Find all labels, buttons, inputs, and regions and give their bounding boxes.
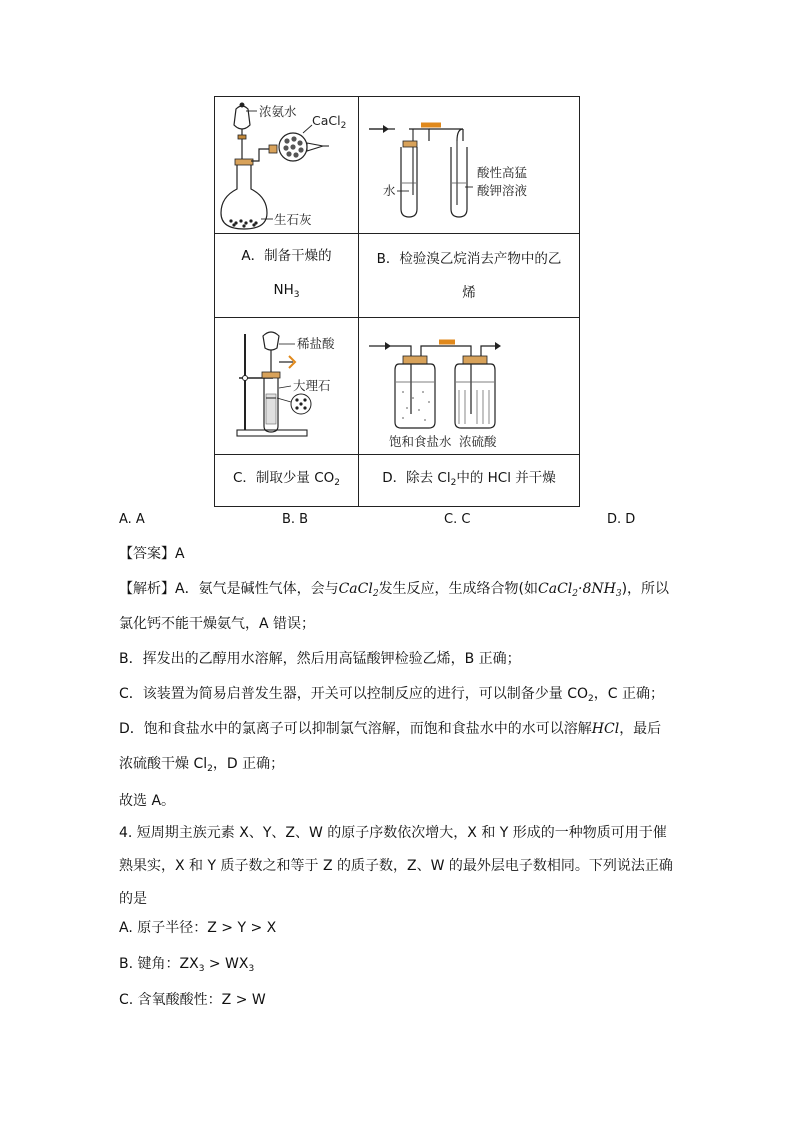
q4-option-b[interactable]: B. 键角：$ZX_3 > WX_3$ <box>119 956 255 974</box>
apparatus-c-diagram <box>215 318 359 454</box>
analysis-line-6: 浓硫酸干燥 $Cl_2$，D 正确； <box>119 756 285 774</box>
option-d[interactable]: D. D <box>607 512 636 527</box>
apparatus-b-diagram <box>359 97 580 233</box>
caption-a-line2: $NH_3$ <box>273 282 300 300</box>
label-kmno4-2: 酸钾溶液 <box>477 183 528 198</box>
option-a[interactable]: A. A <box>119 512 145 527</box>
label-kmno4-1: 酸性高猛 <box>477 165 528 180</box>
apparatus-a-cell <box>215 97 359 234</box>
apparatus-b-cell <box>359 97 580 234</box>
analysis-line-3: B．挥发出的乙醇用水溶解，然后用高锰酸钾检验乙烯，B 正确； <box>119 651 521 667</box>
test-tube-kmno4 <box>451 147 467 217</box>
rubber-stopper <box>235 159 253 165</box>
round-flask <box>221 165 267 229</box>
analysis-line-5: D．饱和食盐水中的氯离子可以抑制氯气溶解，而饱和食盐水中的水可以溶解HCl，最后 <box>119 721 662 737</box>
apparatus-d-diagram <box>359 318 580 454</box>
caption-b-line1: B．检验溴乙烷消去产物中的乙 <box>376 250 562 267</box>
wash-bottle-1 <box>395 364 435 428</box>
label-water: 水 <box>383 183 396 198</box>
label-dilute-hcl: 稀盐酸 <box>297 336 335 351</box>
caption-b-line2: 烯 <box>462 284 476 301</box>
option-c[interactable]: C. C <box>444 512 471 527</box>
label-conc-ammonia: 浓氨水 <box>259 104 297 119</box>
caption-d: D．除去 $Cl_2$中的 HCl 并干燥 <box>359 455 580 507</box>
caption-b <box>359 234 580 318</box>
apparatus-a-diagram <box>215 97 359 233</box>
analysis-conclusion: 故选 A。 <box>119 793 176 809</box>
option-b[interactable]: B. B <box>282 512 309 527</box>
analysis-line-2: 氯化钙不能干燥氨气，A 错误； <box>119 616 316 632</box>
separatory-funnel <box>234 106 250 129</box>
q4-option-c[interactable]: C. 含氧酸酸性：Z > W <box>119 992 266 1008</box>
label-cacl2: CaCl$_2$ <box>312 113 347 131</box>
label-conc-sulfuric: 浓硫酸 <box>459 434 497 449</box>
analysis-line-1: 【解析】A．氨气是碱性气体，会与CaCl$_2$发生反应，生成络合物(如$CaCl_2\cdot 8NH_3$)，所以 <box>119 581 670 599</box>
apparatus-c-cell <box>215 318 359 455</box>
answer-line: 【答案】A <box>119 546 185 562</box>
stand-base <box>237 430 307 436</box>
caption-a <box>215 234 359 318</box>
q4-option-a[interactable]: A. 原子半径：Z > Y > X <box>119 920 277 936</box>
q4-stem-line-3: 的是 <box>119 891 147 907</box>
label-marble: 大理石 <box>293 378 331 393</box>
test-tube-water <box>401 147 417 217</box>
analysis-line-4: C．该装置为简易启普发生器，开关可以控制反应的进行，可以制备少量 $CO_2$，C 正确； <box>119 686 664 704</box>
dropping-funnel <box>263 332 279 350</box>
label-quicklime: 生石灰 <box>274 212 312 227</box>
q4-stem-line-1: 4. 短周期主族元素 X、Y、Z、W 的原子序数依次增大，X 和 Y 形成的一种物质可用于催 <box>119 825 667 841</box>
caption-c: C．制取少量 $CO_2$ <box>215 455 359 507</box>
caption-a-line1: A．制备干燥的 <box>241 248 332 264</box>
quicklime-particles <box>229 219 257 227</box>
experiment-table <box>214 96 580 507</box>
label-saturated-brine: 饱和食盐水 <box>389 434 452 449</box>
apparatus-d-cell <box>359 318 580 455</box>
q4-stem-line-2: 熟果实，X 和 Y 质子数之和等于 Z 的质子数，Z、W 的最外层电子数相同。下列说法正确 <box>119 858 673 874</box>
